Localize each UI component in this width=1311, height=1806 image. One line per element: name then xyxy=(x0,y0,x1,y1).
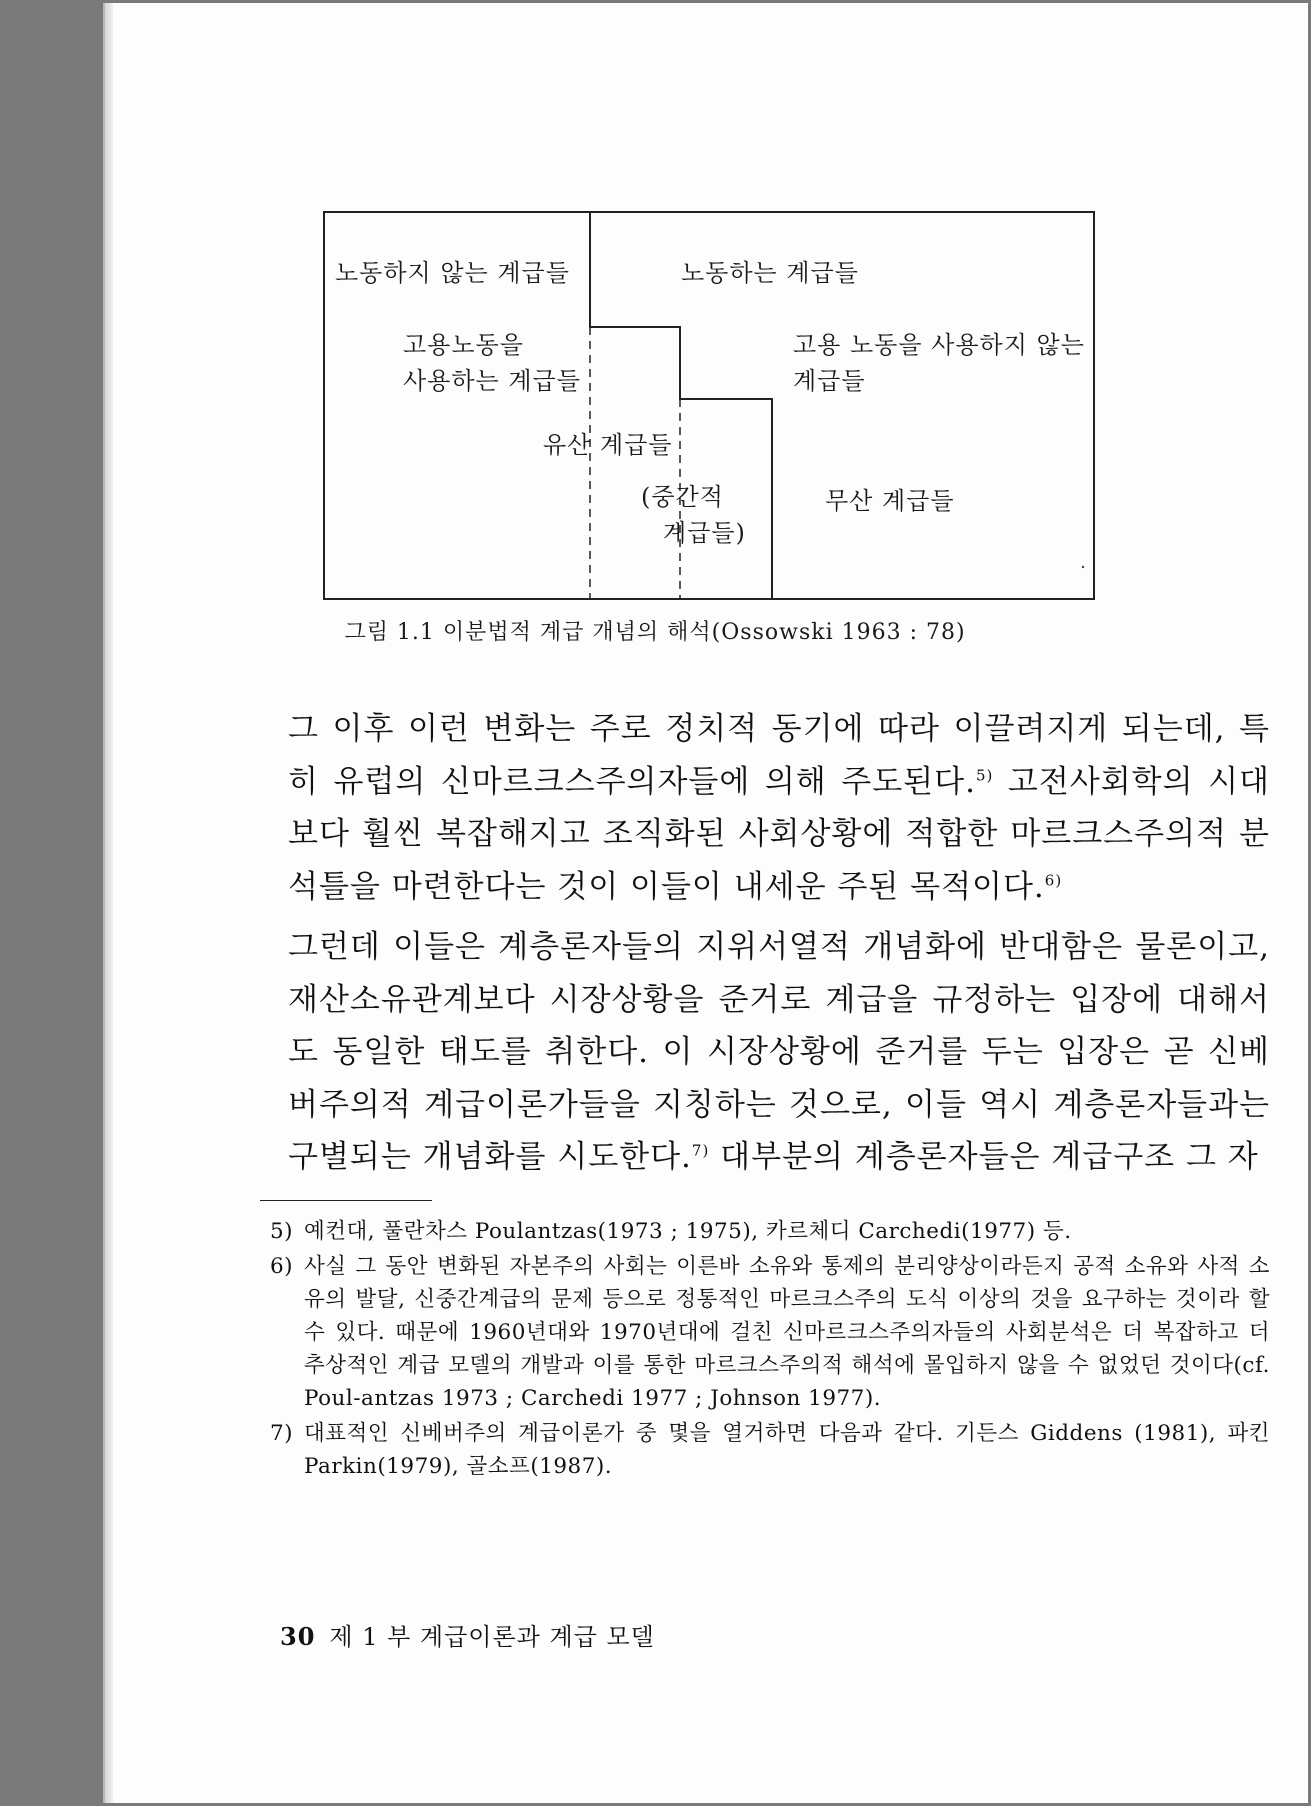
running-footer xyxy=(280,1617,655,1652)
footnotes xyxy=(270,1215,1270,1485)
class-concept-diagram xyxy=(323,211,1095,601)
label-propertyless-classes: 무산 계급들 xyxy=(825,487,955,515)
label-no-employ-line1: 고용 노동을 사용하지 않는 xyxy=(793,331,1085,359)
footnote-ref-6[interactable]: 6) xyxy=(1044,871,1063,890)
label-non-working-classes: 노동하지 않는 계급들 xyxy=(335,259,570,287)
part-title: 제 1 부 계급이론과 계급 모델 xyxy=(329,1623,655,1651)
footnote-7: 7) 대표적인 신베버주의 계급이론가 중 몇을 열거하면 다음과 같다. 기든스 Giddens (1981), 파킨 Parkin(1979), 골소프(1987). xyxy=(270,1421,1270,1479)
body-text xyxy=(260,703,1270,1184)
paragraph-1: 그 이후 이런 변화는 주로 정치적 동기에 따라 이끌려지게 되는데, 특히 유럽의 신마르크스주의자들에 의해 주도된다.$^{5)}$ 고전사회학의 시대보다 훨씬 복잡해지고 조직화된 사회상황에 적합한 마르크스주의적 분석틀을 마련한다는 것이 이들이 내세운 주된 목적이다.$^{6)}$ xyxy=(288,711,1270,905)
footnote-separator xyxy=(260,1200,432,1201)
figure-caption: 그림 1.1 이분법적 계급 개념의 해석(Ossowski 1963 : 78) xyxy=(344,620,966,645)
label-propertied-classes: 유산 계급들 xyxy=(543,431,673,459)
paragraph-2: 그런데 이들은 계층론자들의 지위서열적 개념화에 반대함은 물론이고, 재산소유관계보다 시장상황을 준거로 계급을 규정하는 입장에 대해서도 동일한 태도를 취한다. 이 시장상황에 준거를 두는 입장은 곧 신베버주의적 계급이론가들을 지칭하는 것으로, 이들 역시 계층론자들과는 구별되는 개념화를 시도한다.$^{7)}$ 대부분의 계층론자들은 계급구조 그 자 xyxy=(288,929,1270,1175)
page-number: 30 xyxy=(280,1622,316,1651)
label-employ-line1: 고용노동을 xyxy=(403,331,524,359)
label-employ-line2: 사용하는 계급들 xyxy=(403,367,581,395)
label-no-employ-line2: 계급들 xyxy=(793,367,866,395)
label-middle-line1: (중간적 xyxy=(641,483,724,511)
footnote-6: 6) 사실 그 동안 변화된 자본주의 사회는 이른바 소유와 통제의 분리양상이라든지 공적 소유와 사적 소유의 발달, 신중간계급의 문제 등으로 정통적인 마르크스주의 도식 이상의 것을 요구하는 것이라 할 수 있다. 때문에 1960년대와 1970년대에 걸친 신마르크스주의자들의 사회분석은 더 복잡하고 더 추상적인 계급 모델의 개발과 이를 통한 마르크스주의적 해석에 몰입하지 않을 수 없었던 것이다(cf. Poul-antzas 1973 ; Carchedi 1977 ; Johnson 1977). xyxy=(270,1254,1270,1411)
footnote-ref-7[interactable]: 7) xyxy=(691,1141,710,1160)
footnote-5: 5) 예컨대, 풀란차스 Poulantzas(1973 ; 1975), 카르체디 Carchedi(1977) 등. xyxy=(270,1219,1072,1244)
label-working-classes: 노동하는 계급들 xyxy=(681,259,859,287)
diagram-dot xyxy=(1082,566,1084,568)
label-middle-line2: 계급들) xyxy=(663,519,746,547)
book-page xyxy=(103,3,1308,1803)
page-spine-shadow xyxy=(105,3,113,1803)
footnote-ref-5[interactable]: 5) xyxy=(975,766,994,785)
